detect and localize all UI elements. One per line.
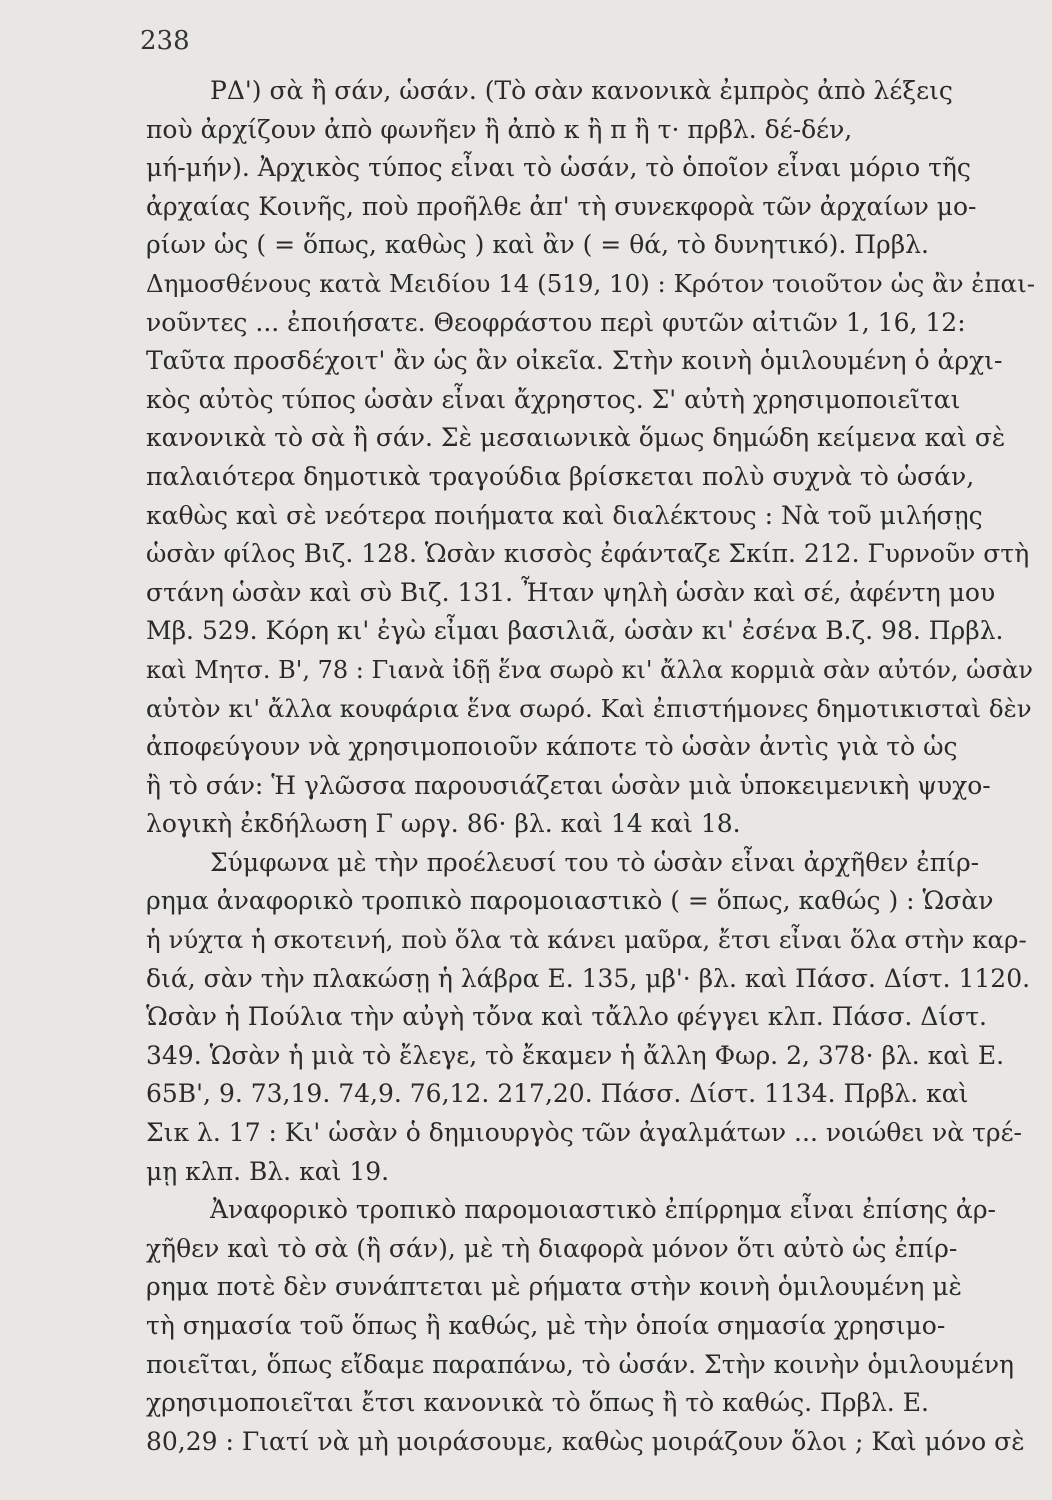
text-line: παλαιότερα δημοτικὰ τραγούδια βρίσκεται πολὺ συχνὰ τὸ ὡσάν, — [146, 461, 975, 491]
text-line: Ταῦτα προσδέχοιτ' ἂν ὡς ἂν οἰκεῖα. Στὴν κοινὴ ὁμιλουμένη ὁ ἀρχι- — [146, 346, 1003, 376]
text-line: κὸς αὐτὸς τύπος ὡσὰν εἶναι ἄχρηστος. Σ' αὐτὴ χρησιμοποιεῖται — [146, 384, 961, 414]
text-line: ποιεῖται, ὅπως εἴδαμε παραπάνω, τὸ ὡσάν. Στὴν κοινὴν ὁμιλουμένη — [146, 1349, 1015, 1379]
text-line: καὶ Μητσ. Β', 78 : Γιανὰ ἰδῇ ἕνα σωρὸ κι' ἄλλα κορμιὰ σὰν αὐτόν, ὡσὰν — [146, 655, 1033, 684]
text-line: στάνη ὡσὰν καὶ σὺ Βιζ. 131. Ἦταν ψηλὴ ὡσὰν καὶ σέ, ἀφέντη μου — [146, 577, 996, 607]
text-line: χρησιμοποιεῖται ἔτσι κανονικὰ τὸ ὅπως ἢ τὸ καθώς. Πρβλ. Ε. — [146, 1388, 929, 1418]
text-line: ρημα ἀναφορικὸ τροπικὸ παρομοιαστικὸ ( = ὅπως, καθώς ) : Ὡσὰν — [146, 886, 994, 916]
text-line: 80,29 : Γιατί νὰ μὴ μοιράσουμε, καθὼς μοιράζουν ὅλοι ; Καὶ μόνο σὲ — [146, 1426, 1025, 1456]
text-line: νοῦντες ... ἐποιήσατε. Θεοφράστου περὶ φυτῶν αἰτιῶν 1, 16, 12: — [146, 307, 966, 337]
text-line: ΡΔ') σὰ ἢ σάν, ὡσάν. (Τὸ σὰν κανονικὰ ἐμπρὸς ἀπὸ λέξεις — [210, 76, 953, 105]
text-line: ποὺ ἀρχίζουν ἀπὸ φωνῆεν ἢ ἀπὸ κ ἢ π ἢ τ· πρβλ. δέ-δέν, — [146, 114, 853, 144]
page-number: 238 — [140, 26, 190, 56]
body-text — [146, 72, 1036, 1461]
text-line: κανονικὰ τὸ σὰ ἢ σάν. Σὲ μεσαιωνικὰ ὅμως δημώδη κείμενα καὶ σὲ — [146, 423, 1006, 453]
text-line: Σικ λ. 17 : Κι' ὡσὰν ὁ δημιουργὸς τῶν ἀγαλμάτων ... νοιώθει νὰ τρέ- — [146, 1118, 1022, 1148]
text-line: τὴ σημασία τοῦ ὅπως ἢ καθώς, μὲ τὴν ὁποία σημασία χρησιμο- — [146, 1311, 946, 1340]
text-line: ἀποφεύγουν νὰ χρησιμοποιοῦν κάποτε τὸ ὡσὰν ἀντὶς γιὰ τὸ ὡς — [146, 732, 958, 762]
text-line: ρημα ποτὲ δὲν συνάπτεται μὲ ρήματα στὴν κοινὴ ὁμιλουμένη μὲ — [146, 1272, 962, 1302]
text-line: ἀρχαίας Κοινῆς, ποὺ προῆλθε ἀπ' τὴ συνεκφορὰ τῶν ἀρχαίων μο- — [146, 191, 977, 221]
text-line: Δημοσθένους κατὰ Μειδίου 14 (519, 10) : Κρότον τοιοῦτον ὡς ἂν ἐπαι- — [146, 268, 1035, 298]
text-line: διά, σὰν τὴν πλακώσῃ ἡ λάβρα Ε. 135, μβ'· βλ. καὶ Πάσσ. Δίστ. 1120. — [146, 963, 1031, 993]
text-line: ὡσὰν φίλος Βιζ. 128. Ὡσὰν κισσὸς ἐφάνταζε Σκίπ. 212. Γυρνοῦν στὴ — [146, 539, 1030, 569]
text-line: Μβ. 529. Κόρη κι' ἐγὼ εἶμαι βασιλιᾶ, ὡσὰν κι' ἐσένα Β.ζ. 98. Πρβλ. — [146, 616, 1004, 646]
text-line: ρίων ὡς ( = ὅπως, καθὼς ) καὶ ἂν ( = θά, τὸ δυνητικό). Πρβλ. — [146, 230, 929, 260]
text-line: 65Β', 9. 73,19. 74,9. 76,12. 217,20. Πάσσ. Δίστ. 1134. Πρβλ. καὶ — [146, 1079, 969, 1109]
text-line: αὐτὸν κι' ἄλλα κουφάρια ἕνα σωρό. Καὶ ἐπιστήμονες δημοτικισταὶ δὲν — [146, 693, 1032, 723]
text-line: ἡ νύχτα ἡ σκοτεινή, ποὺ ὅλα τὰ κάνει μαῦρα, ἔτσι εἶναι ὅλα στὴν καρ- — [146, 925, 1027, 955]
text-line: χῆθεν καὶ τὸ σὰ (ἢ σάν), μὲ τὴ διαφορὰ μόνον ὅτι αὐτὸ ὡς ἐπίρ- — [146, 1233, 958, 1263]
text-line: Ὡσὰν ἡ Πούλια τὴν αὐγὴ τὄνα καὶ τἄλλο φέγγει κλπ. Πάσσ. Δίστ. — [146, 1002, 988, 1032]
text-line: ἢ τὸ σάν: Ἡ γλῶσσα παρουσιάζεται ὡσὰν μιὰ ὑποκειμενικὴ ψυχο- — [146, 770, 991, 800]
text-line: μῃ κλπ. Βλ. καὶ 19. — [146, 1156, 390, 1186]
text-line: λογικὴ ἐκδήλωση Γ ωργ. 86· βλ. καὶ 14 καὶ 18. — [146, 809, 741, 839]
text-line: μή-μήν). Ἀρχικὸς τύπος εἶναι τὸ ὡσάν, τὸ ὁποῖον εἶναι μόριο τῆς — [146, 153, 971, 183]
text-line: 349. Ὡσὰν ἡ μιὰ τὸ ἔλεγε, τὸ ἔκαμεν ἡ ἄλλη Φωρ. 2, 378· βλ. καὶ Ε. — [146, 1040, 1005, 1070]
text-line: καθὼς καὶ σὲ νεότερα ποιήματα καὶ διαλέκτους : Νὰ τοῦ μιλήσῃς — [146, 500, 983, 530]
text-line: Σύμφωνα μὲ τὴν προέλευσί του τὸ ὡσὰν εἶναι ἀρχῆθεν ἐπίρ- — [210, 847, 980, 877]
text-line: Ἀναφορικὸ τροπικὸ παρομοιαστικὸ ἐπίρρημα εἶναι ἐπίσης ἀρ- — [210, 1195, 996, 1225]
